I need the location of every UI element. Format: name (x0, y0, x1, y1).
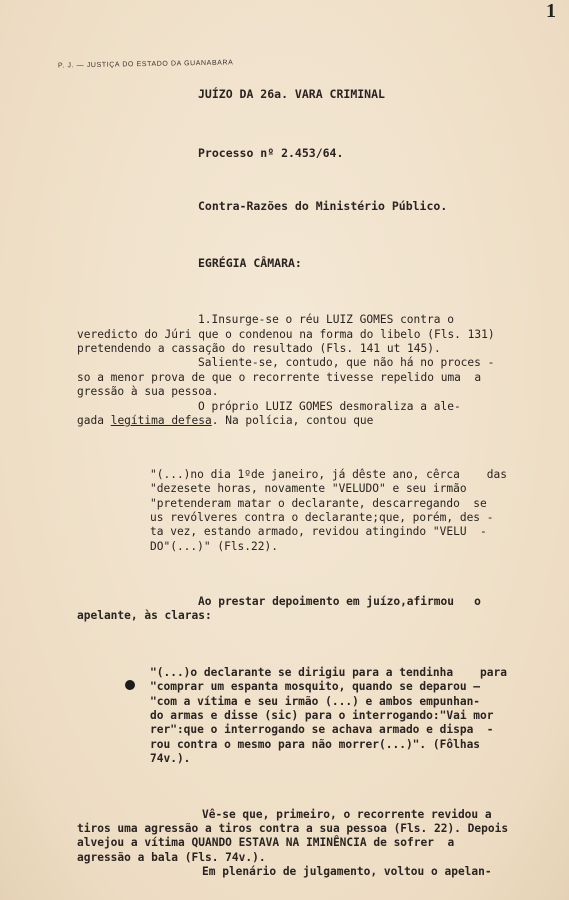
quote-line: us revólveres contra o declarante;que, porém, des - (150, 511, 494, 524)
body-line: so a menor prova de que o recorrente tivesse repelido uma a (77, 371, 482, 384)
salutation: EGRÉGIA CÂMARA: (198, 256, 302, 270)
body-line: tiros uma agressão a tiros contra a sua pessoa (Fls. 22). Depois (77, 822, 509, 835)
body-line: Vê-se que, primeiro, o recorrente revidou a (202, 808, 492, 821)
quote-line: "pretenderam matar o declarante, descarregando se (150, 497, 487, 510)
body-text: gada (77, 414, 104, 427)
quote-line: do armas e disse (sic) para o interrogando:"Vai mor (150, 709, 494, 722)
process-number: Processo nº 2.453/64. (198, 146, 344, 160)
quote-line: ta vez, estando armado, revidou atingindo "VELU - (150, 525, 487, 538)
body-line: apelante, às claras: (77, 609, 212, 622)
body-line: Saliente-se, contudo, que não há no proces - (198, 356, 495, 369)
body-line: 1.Insurge-se o réu LUIZ GOMES contra o (198, 313, 454, 326)
quote-line: "comprar um espanta mosquito, quando se deparou — (150, 680, 481, 693)
quote-line: rer":que o interrogando se achava armado e dispa - (150, 723, 494, 736)
punch-hole (125, 680, 135, 690)
body-line: pretendendo a cassação do resultado (Fls. 141 ut 145). (77, 342, 441, 355)
quote-line: "(...)o declarante se dirigiu para a tendinha para (150, 666, 507, 679)
body-line: veredicto do Júri que o condenou na forma do libelo (Fls. 131) (77, 328, 495, 341)
quote-line: 74v.). (150, 752, 191, 765)
body-line: Em plenário de julgamento, voltou o apelan- (202, 865, 492, 878)
body-line: gressão à sua pessoa. (77, 385, 219, 398)
quote-line: DO"(...)" (Fls.22). (150, 540, 278, 553)
document-title: Contra-Razões do Ministério Público. (198, 199, 448, 213)
page-number: 1 (546, 0, 556, 22)
body-text: . Na polícia, contou que (211, 414, 374, 427)
body-line: O próprio LUIZ GOMES desmoraliza a ale- (198, 400, 461, 413)
body-line: alvejou a vítima QUANDO ESTAVA NA IMINÊNCIA de sofrer a (77, 836, 455, 849)
quote-line: "dezesete horas, novamente "VELUDO" e seu irmão (150, 482, 467, 495)
quote-line: "(...)no dia 1ºde janeiro, já dêste ano, cêrca das (150, 468, 507, 481)
court-heading: JUÍZO DA 26a. VARA CRIMINAL (198, 87, 385, 101)
quote-line: rou contra o mesmo para não morrer(...)". (Fôlhas (150, 738, 481, 751)
letterhead: P. J. — JUSTIÇA DO ESTADO DA GUANABARA (57, 59, 234, 70)
body-line (77, 414, 373, 428)
quote-line: "com a vítima e seu irmão (...) e ambos empunhan- (150, 695, 481, 708)
body-line: agressão a bala (Fls. 74v.). (77, 851, 266, 864)
underlined-phrase: legítima defesa (110, 414, 212, 427)
body-line: Ao prestar depoimento em juízo,afirmou o (198, 595, 481, 608)
